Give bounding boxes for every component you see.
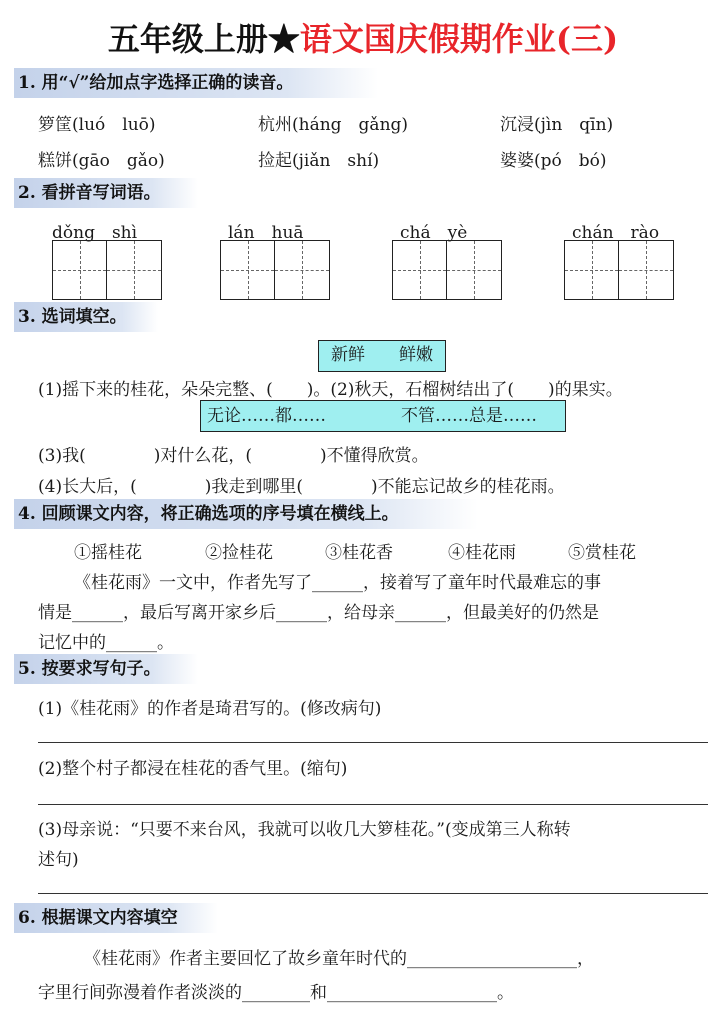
pinyin-choice-item: 糕饼(gāo gǎo) — [38, 151, 165, 171]
paragraph-line: 字里行间弥漫着作者淡淡的________和____________________。 — [38, 983, 514, 1003]
section-6-heading: 6. 根据课文内容填空 — [14, 903, 218, 933]
pinyin-label: chá yè — [400, 223, 468, 243]
pinyin-choice-item: 婆婆(pó bó) — [500, 151, 607, 171]
writing-grid[interactable] — [52, 240, 162, 300]
section-1-heading: 1. 用“√”给加点字选择正确的读音。 — [14, 68, 378, 98]
section-4-heading: 4. 回顾课文内容，将正确选项的序号填在横线上。 — [14, 499, 478, 529]
phrase-option: 不管……总是…… — [401, 406, 537, 426]
title-grade: 五年级上册★ — [107, 20, 300, 58]
fill-in-line: (3)我( )对什么花，( )不懂得欣赏。 — [38, 446, 429, 466]
question-text: (3)母亲说：“只要不来台风，我就可以收几大箩桂花。”(变成第三人称转 — [38, 820, 571, 840]
word-choice-box: 新鲜 鲜嫩 — [318, 340, 446, 372]
phrase-option: 无论……都…… — [207, 406, 326, 426]
pinyin-choice-item: 沉浸(jìn qīn) — [500, 115, 614, 135]
section-2-heading: 2. 看拼音写词语。 — [14, 178, 198, 208]
phrase-choice-box — [200, 400, 566, 432]
answer-line[interactable] — [38, 804, 708, 805]
writing-grid[interactable] — [220, 240, 330, 300]
fill-in-line: (1)摇下来的桂花，朵朵完整、( )。(2)秋天，石榴树结出了( )的果实。 — [38, 380, 623, 400]
question-text: (1)《桂花雨》的作者是琦君写的。(修改病句) — [38, 699, 382, 719]
paragraph-line: 《桂花雨》一文中，作者先写了______，接着写了童年时代最难忘的事 — [74, 573, 601, 593]
question-text: 述句) — [38, 850, 79, 870]
option-item: ⑤赏桂花 — [568, 543, 636, 563]
title-homework: 语文国庆假期作业(三) — [299, 20, 619, 58]
section-5-heading: 5. 按要求写句子。 — [14, 654, 198, 684]
option-item: ②捡桂花 — [205, 543, 273, 563]
fill-in-line: (4)长大后，( )我走到哪里( )不能忘记故乡的桂花雨。 — [38, 477, 565, 497]
paragraph-line: 记忆中的______。 — [38, 633, 174, 653]
writing-grid[interactable] — [392, 240, 502, 300]
answer-line[interactable] — [38, 893, 708, 894]
pinyin-label: dǒng shì — [52, 223, 138, 243]
answer-line[interactable] — [38, 742, 708, 743]
question-text: (2)整个村子都浸在桂花的香气里。(缩句) — [38, 759, 348, 779]
option-item: ①摇桂花 — [74, 543, 142, 563]
pinyin-choice-item: 杭州(háng gǎng) — [258, 115, 409, 135]
page-title — [0, 14, 726, 60]
pinyin-label: chán rào — [572, 223, 660, 243]
pinyin-choice-item: 箩筐(luó luō) — [38, 115, 156, 135]
writing-grid[interactable] — [564, 240, 674, 300]
section-3-heading: 3. 选词填空。 — [14, 302, 158, 332]
option-item: ④桂花雨 — [448, 543, 516, 563]
pinyin-choice-item: 捡起(jiǎn shí) — [258, 151, 380, 171]
option-item: ③桂花香 — [325, 543, 393, 563]
pinyin-label: lán huā — [228, 223, 304, 243]
paragraph-line: 《桂花雨》作者主要回忆了故乡童年时代的____________________， — [84, 949, 594, 969]
paragraph-line: 情是______，最后写离开家乡后______，给母亲______，但最美好的仍然是 — [38, 603, 599, 623]
